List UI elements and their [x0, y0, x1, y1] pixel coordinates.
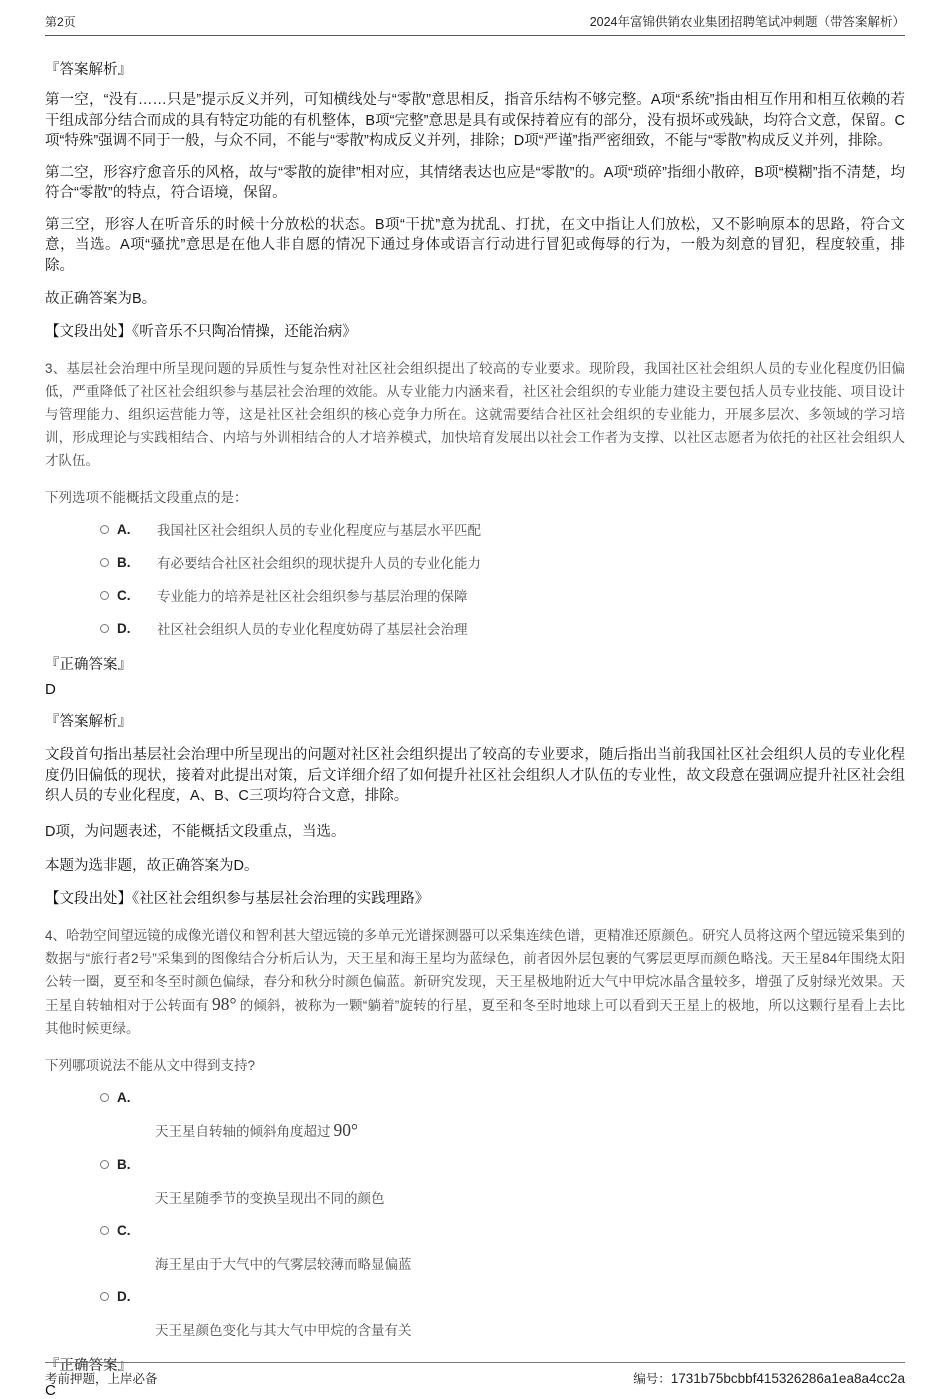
- q4-option-b-radio[interactable]: [100, 1160, 109, 1169]
- q3-option-c-radio[interactable]: [100, 591, 109, 600]
- q3-source: 【文段出处】《社区社会组织参与基层社会治理的实践理路》: [45, 890, 430, 907]
- q3-option-c[interactable]: [100, 585, 905, 605]
- q4-option-a-text: 天王星自转轴的倾斜角度超过 90°: [155, 1120, 905, 1141]
- page-header: [45, 12, 905, 36]
- q3-option-a-text: 我国社区社会组织人员的专业化程度应与基层水平匹配: [157, 523, 481, 538]
- q3-option-d[interactable]: [100, 618, 905, 638]
- q4-stem-part1: 4、哈勃空间望远镜的成像光谱仪和智利甚大望远镜的多单元光谱探测器可以采集连续色谱，更精准还原颜色。研究人员将这两个望远镜采集到的数据与“旅行者2号”采集到的图像结合分析后认为，天王星和海王星均为蓝绿色，前者因外层包裹的气雾层更厚而颜色略浅。天王星84年围绕太阳公转一圈，夏至和冬至时颜色偏绿，春分和秋分时颜色偏蓝。新研究发现，天王星极地附近大气中甲烷冰晶含量较多，增强了反射绿光效果。天王星自转轴相对于公转面有: [45, 927, 905, 1013]
- q4-option-b[interactable]: [100, 1157, 905, 1172]
- q3-option-a[interactable]: [100, 519, 905, 539]
- q3-analysis-paragraph-2: D项，为问题表述，不能概括文段重点，当选。: [45, 823, 346, 840]
- q2-analysis-paragraph-2: 第二空，形容疗愈音乐的风格，故与“零散的旋律”相对应，其情绪表达也应是“零散”的。A项“琐碎”指细小散碎，B项“模糊”指不清楚，均符合“零散”的特点，符合语境，保留。: [45, 164, 905, 201]
- q4-option-d-letter: D.: [117, 1288, 131, 1304]
- q3-correct-answer-label: 『正确答案』: [45, 657, 132, 673]
- footer-slogan: 考前押题，上岸必备: [45, 1371, 158, 1386]
- q3-stem: 3、基层社会治理中所呈现问题的异质性与复杂性对社区社会组织提出了较高的专业要求。现阶段，我国社区社会组织人员的专业化程度仍旧偏低，严重降低了社区社会组织参与基层社会治理的效能。从专业能力内涵来看，社区社会组织的专业能力建设主要包括人员专业技能、项目设计与管理能力、组织运营能力等，这是社区社会组织的核心竞争力所在。这就需要结合社区社会组织的专业能力，开展多层次、多领域的学习培训，形成理论与实践相结合、内培与外训相结合的人才培养模式，加快培育发展出以社会工作者为支撑、以社区志愿者为依托的社区社会组织人才队伍。: [45, 361, 905, 468]
- q4-stem: [45, 924, 905, 1040]
- q3-prompt: 下列选项不能概括文段重点的是：: [45, 490, 248, 505]
- q3-option-c-text: 专业能力的培养是社区社会组织参与基层治理的保障: [157, 589, 468, 604]
- q4-option-d-text: 天王星颜色变化与其大气中甲烷的含量有关: [155, 1322, 412, 1338]
- q4-correct-answer-label: 『正确答案』: [45, 1357, 132, 1374]
- q3-analysis-paragraph-3: 本题为选非题，故正确答案为D。: [45, 857, 259, 874]
- q2-analysis-paragraph-1: 第一空，“没有……只是”提示反义并列，可知横线处与“零散”意思相反，指音乐结构不够完整。A项“系统”指由相互作用和相互依赖的若干组成部分结合而成的具有特定功能的有机整体，B项“完整”意思是具有或保持着应有的部分，没有损坏或残缺，均符合文意，保留。C项“特殊”强调不同于一般，与众不同，不能与“零散”构成反义并列，排除；D项“严谨”指严密细致，不能与“零散”构成反义并列，排除。: [45, 92, 905, 149]
- page-number: 第2页: [45, 15, 76, 29]
- q3-correct-answer: D: [45, 681, 56, 698]
- q3-option-b[interactable]: [100, 552, 905, 572]
- q4-option-a[interactable]: [100, 1090, 905, 1105]
- q3-option-d-letter: D.: [117, 620, 131, 636]
- q2-source: 【文段出处】《听音乐不只陶冶情操，还能治病》: [45, 324, 357, 340]
- q4-option-c-radio[interactable]: [100, 1226, 109, 1235]
- q4-degree-formula: 98°: [212, 993, 237, 1014]
- q2-analysis-paragraph-3: 第三空，形容人在听音乐的时候十分放松的状态。B项“干扰”意为扰乱、打扰，在文中指让人们放松，又不影响原本的思路，符合文意，当选。A项“骚扰”意思是在他人非自愿的情况下通过身体或语言行动进行冒犯或侮辱的行为，一般为刻意的冒犯，程度较重，排除。: [45, 216, 905, 274]
- q3-option-d-radio[interactable]: [100, 624, 109, 633]
- q4-option-d[interactable]: [100, 1289, 905, 1304]
- q4-option-b-text: 天王星随季节的变换呈现出不同的颜色: [155, 1190, 385, 1206]
- q4-option-c-letter: C.: [117, 1222, 131, 1238]
- q3-option-a-letter: A.: [117, 521, 131, 537]
- q4-prompt: 下列哪项说法不能从文中得到支持?: [45, 1057, 256, 1073]
- q3-option-b-text: 有必要结合社区社会组织的现状提升人员的专业化能力: [157, 556, 481, 571]
- q2-conclusion: 故正确答案为B。: [45, 291, 157, 307]
- q4-option-d-radio[interactable]: [100, 1292, 109, 1301]
- q2-analysis-label: 『答案解析』: [45, 62, 132, 78]
- q4-option-a-degree-formula: 90°: [333, 1119, 358, 1140]
- q3-analysis-label: 『答案解析』: [45, 714, 132, 730]
- q4-stem-part2: 的倾斜，被称为一颗“躺着”旋转的行星，夏至和冬至时地球上可以看到天王星上的极地，所以这颗行星看上去比其他时候更绿。: [45, 997, 906, 1036]
- q4-option-a-letter: A.: [117, 1089, 131, 1105]
- q4-correct-answer: C: [45, 1381, 56, 1399]
- q3-option-b-letter: B.: [117, 554, 131, 570]
- q3-analysis-paragraph-1: 文段首句指出基层社会治理中所呈现出的问题对社区社会组织提出了较高的专业要求，随后指出当前我国社区社会组织人员的专业化程度仍旧偏低的现状，接着对此提出对策，后文详细介绍了如何提升社区社会组织人才队伍的专业性，故文段意在强调应提升社区社会组织人员的专业化程度，A、B、C三项均符合文意，排除。: [45, 747, 905, 804]
- q3-option-a-radio[interactable]: [100, 525, 109, 534]
- footer-serial: [633, 1369, 905, 1387]
- q3-option-d-text: 社区社会组织人员的专业化程度妨碍了基层社会治理: [157, 622, 468, 637]
- footer-serial-value: 1731b75bcbbf415326286a1ea8a4cc2a: [670, 1370, 905, 1386]
- q4-option-b-letter: B.: [117, 1156, 131, 1172]
- footer-serial-label: 编号：: [633, 1371, 671, 1386]
- page-footer: [45, 1362, 905, 1387]
- document-title: 2024年富锦供销农业集团招聘笔试冲刺题（带答案解析）: [589, 15, 905, 29]
- q3-option-b-radio[interactable]: [100, 558, 109, 567]
- q4-option-a-radio[interactable]: [100, 1093, 109, 1102]
- q4-option-c-text: 海王星由于大气中的气雾层较薄而略显偏蓝: [155, 1256, 412, 1272]
- q4-option-c[interactable]: [100, 1223, 905, 1238]
- q3-option-c-letter: C.: [117, 587, 131, 603]
